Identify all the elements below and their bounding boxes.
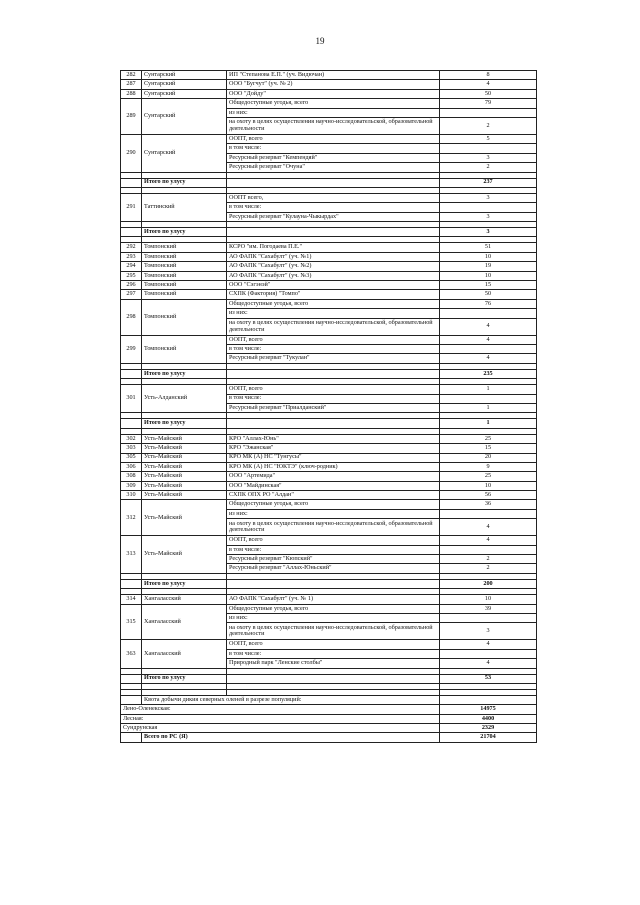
empty-cell — [121, 733, 142, 742]
ulus-name: Хангаласский — [142, 604, 227, 640]
row-number: 308 — [121, 472, 142, 481]
ulus-name: Сунтарский — [142, 80, 227, 89]
user-name: в том числе: — [227, 344, 440, 353]
user-name: Общедоступные угодья, всего — [227, 299, 440, 308]
population-value: 2329 — [440, 724, 537, 733]
quota-value: 36 — [440, 500, 537, 509]
ulus-name: Усть-Алданский — [142, 385, 227, 413]
quota-value: 9 — [440, 462, 537, 471]
ulus-name: Сунтарский — [142, 89, 227, 98]
quota-heading-row — [121, 695, 537, 704]
user-name: из них: — [227, 309, 440, 318]
ulus-total-label: Итого по улусу — [142, 419, 227, 428]
quota-value — [440, 344, 537, 353]
table-row — [121, 595, 537, 604]
ulus-total-row — [121, 579, 537, 588]
row-number: 309 — [121, 481, 142, 490]
user-name: на охоту в целях осуществления научно-исследовательской, образовательной деятельности — [227, 519, 440, 536]
ulus-total-label: Итого по улусу — [142, 369, 227, 378]
ulus-total-label: Итого по улусу — [142, 228, 227, 237]
quota-value: 4 — [440, 354, 537, 363]
quota-value — [440, 394, 537, 403]
row-number: 298 — [121, 299, 142, 335]
ulus-name: Усть-Майский — [142, 491, 227, 500]
user-name: КСРО "им. Погодаева П.Е." — [227, 243, 440, 252]
table-row — [121, 385, 537, 394]
user-name: СХПК (Фактория) "Томпо" — [227, 290, 440, 299]
table-row — [121, 252, 537, 261]
empty-cell — [121, 695, 142, 704]
empty-cell — [121, 419, 142, 428]
quota-value — [440, 649, 537, 658]
user-name: в том числе: — [227, 144, 440, 153]
table-row — [121, 434, 537, 443]
user-name: Ресурсный резерват "Очуна" — [227, 163, 440, 172]
user-name: на охоту в целях осуществления научно-исследовательской, образовательной деятельности — [227, 623, 440, 640]
quota-heading: Квота добычи дикия северных оленей в разрезе популяций: — [142, 695, 440, 704]
user-name: ООО "Дойду" — [227, 89, 440, 98]
ulus-name: Томпонский — [142, 262, 227, 271]
quota-value — [440, 509, 537, 518]
user-name: в том числе: — [227, 203, 440, 212]
quota-value: 4 — [440, 335, 537, 344]
ulus-name: Сунтарский — [142, 134, 227, 172]
quota-value: 19 — [440, 262, 537, 271]
ulus-total-value: 53 — [440, 674, 537, 683]
table-row — [121, 335, 537, 344]
user-name: Ресурсный резерват "Тукулан" — [227, 354, 440, 363]
table-row — [121, 491, 537, 500]
user-name: КРО МК (А) НС "Тунгусы" — [227, 453, 440, 462]
quota-value: 3 — [440, 623, 537, 640]
quota-value: 56 — [440, 491, 537, 500]
user-name: ООО "Бугчут" (уч. № 2) — [227, 80, 440, 89]
empty-cell — [121, 369, 142, 378]
table-row — [121, 71, 537, 80]
empty-cell — [227, 369, 440, 378]
row-number: 313 — [121, 536, 142, 574]
row-number: 291 — [121, 193, 142, 221]
quota-value: 76 — [440, 299, 537, 308]
ulus-total-label: Итого по улусу — [142, 178, 227, 187]
empty-cell — [227, 419, 440, 428]
quota-value: 4 — [440, 659, 537, 668]
table-row — [121, 500, 537, 509]
ulus-total-value: 3 — [440, 228, 537, 237]
population-name: Лесная: — [121, 714, 440, 723]
ulus-name: Томпонский — [142, 243, 227, 252]
user-name: Ресурсный резерват "Кемпендяй" — [227, 153, 440, 162]
ulus-total-row — [121, 419, 537, 428]
ulus-total-value: 200 — [440, 579, 537, 588]
user-name: ООПТ всего, — [227, 193, 440, 202]
population-name: Лено-Оленекская: — [121, 705, 440, 714]
row-number: 305 — [121, 453, 142, 462]
ulus-name: Усть-Майский — [142, 444, 227, 453]
user-name: Общедоступные угодья, всего — [227, 99, 440, 108]
user-name: ООПТ, всего — [227, 385, 440, 394]
quota-value: 25 — [440, 472, 537, 481]
quota-value — [440, 203, 537, 212]
user-name: ООПТ, всего — [227, 640, 440, 649]
user-name: на охоту в целях осуществления научно-исследовательской, образовательной деятельности — [227, 117, 440, 134]
user-name: КРО "Эжанская" — [227, 444, 440, 453]
row-number: 297 — [121, 290, 142, 299]
quota-value: 2 — [440, 564, 537, 573]
user-name: Ресурсный резерват "Кюпский" — [227, 555, 440, 564]
ulus-name: Томпонский — [142, 335, 227, 363]
quota-value: 15 — [440, 281, 537, 290]
quota-value — [440, 309, 537, 318]
row-number: 292 — [121, 243, 142, 252]
quota-value: 5 — [440, 134, 537, 143]
empty-cell — [440, 695, 537, 704]
table-row — [121, 640, 537, 649]
table-row — [121, 281, 537, 290]
quota-value — [440, 613, 537, 622]
user-name: ООО "Артемида" — [227, 472, 440, 481]
ulus-name: Усть-Майский — [142, 481, 227, 490]
quota-value: 10 — [440, 595, 537, 604]
ulus-name: Томпонский — [142, 252, 227, 261]
table-row — [121, 453, 537, 462]
quota-value: 50 — [440, 89, 537, 98]
user-name: СХПК ОПХ РО "Алдан" — [227, 491, 440, 500]
row-number: 363 — [121, 640, 142, 668]
empty-cell — [227, 228, 440, 237]
ulus-name: Сунтарский — [142, 99, 227, 135]
table-row — [121, 262, 537, 271]
row-number: 296 — [121, 281, 142, 290]
user-name: в том числе: — [227, 649, 440, 658]
user-name: ООПТ, всего — [227, 536, 440, 545]
quota-value: 3 — [440, 193, 537, 202]
quota-value: 2 — [440, 117, 537, 134]
quota-value: 1 — [440, 403, 537, 412]
population-row — [121, 705, 537, 714]
user-name: АО ФАПК "Сахабулт" (уч. №3) — [227, 271, 440, 280]
quota-value: 10 — [440, 481, 537, 490]
empty-cell — [121, 178, 142, 187]
ulus-total-value: 235 — [440, 369, 537, 378]
table-row — [121, 299, 537, 308]
grand-total-row — [121, 733, 537, 742]
ulus-name: Усть-Майский — [142, 453, 227, 462]
ulus-name: Томпонский — [142, 299, 227, 335]
grand-total-label: Всего по РС (Я) — [142, 733, 440, 742]
table-row — [121, 536, 537, 545]
empty-cell — [227, 674, 440, 683]
table-row — [121, 243, 537, 252]
ulus-name: Таттинский — [142, 193, 227, 221]
table-row — [121, 290, 537, 299]
user-name: Ресурсный резерват "Приалданский" — [227, 403, 440, 412]
table-row — [121, 604, 537, 613]
population-value: 14975 — [440, 705, 537, 714]
quota-value: 4 — [440, 318, 537, 335]
population-value: 4400 — [440, 714, 537, 723]
table-row — [121, 271, 537, 280]
quota-value: 39 — [440, 604, 537, 613]
empty-cell — [121, 674, 142, 683]
table-row — [121, 99, 537, 108]
user-name: Общедоступные угодья, всего — [227, 604, 440, 613]
quota-value: 1 — [440, 385, 537, 394]
user-name: Природный парк "Ленские столбы" — [227, 659, 440, 668]
quota-value: 20 — [440, 453, 537, 462]
ulus-name: Усть-Майский — [142, 472, 227, 481]
quota-value: 8 — [440, 71, 537, 80]
quota-value: 4 — [440, 640, 537, 649]
quota-value: 2 — [440, 555, 537, 564]
user-name: из них: — [227, 509, 440, 518]
quota-value: 10 — [440, 271, 537, 280]
population-row — [121, 714, 537, 723]
row-number: 289 — [121, 99, 142, 135]
ulus-total-row — [121, 674, 537, 683]
ulus-name: Усть-Майский — [142, 500, 227, 536]
user-name: ООПТ, всего — [227, 335, 440, 344]
row-number: 314 — [121, 595, 142, 604]
row-number: 287 — [121, 80, 142, 89]
ulus-total-label: Итого по улусу — [142, 674, 227, 683]
user-name: в том числе: — [227, 545, 440, 554]
row-number: 288 — [121, 89, 142, 98]
row-number: 290 — [121, 134, 142, 172]
ulus-name: Томпонский — [142, 281, 227, 290]
row-number: 294 — [121, 262, 142, 271]
grand-total-value: 21704 — [440, 733, 537, 742]
ulus-total-label: Итого по улусу — [142, 579, 227, 588]
quota-value: 51 — [440, 243, 537, 252]
row-number: 282 — [121, 71, 142, 80]
quota-value: 79 — [440, 99, 537, 108]
ulus-total-row — [121, 178, 537, 187]
empty-cell — [227, 579, 440, 588]
user-name: на охоту в целях осуществления научно-исследовательской, образовательной деятельности — [227, 318, 440, 335]
ulus-name: Усть-Майский — [142, 536, 227, 574]
row-number: 303 — [121, 444, 142, 453]
empty-cell — [121, 579, 142, 588]
ulus-name: Хангаласский — [142, 640, 227, 668]
row-number: 295 — [121, 271, 142, 280]
empty-cell — [227, 178, 440, 187]
table-row — [121, 472, 537, 481]
ulus-total-row — [121, 369, 537, 378]
user-name: ООО "Майдинская" — [227, 481, 440, 490]
row-number: 315 — [121, 604, 142, 640]
population-row — [121, 724, 537, 733]
row-number: 312 — [121, 500, 142, 536]
page-number: 19 — [315, 36, 325, 46]
quota-value: 3 — [440, 212, 537, 221]
user-name: из них: — [227, 613, 440, 622]
row-number: 310 — [121, 491, 142, 500]
ulus-name: Усть-Майский — [142, 462, 227, 471]
user-name: Общедоступные угодья, всего — [227, 500, 440, 509]
row-number: 299 — [121, 335, 142, 363]
quota-value — [440, 144, 537, 153]
quota-value: 4 — [440, 536, 537, 545]
ulus-name: Усть-Майский — [142, 434, 227, 443]
user-name: АО ФАПК "Сахабулт" (уч. №2) — [227, 262, 440, 271]
quota-value: 50 — [440, 290, 537, 299]
user-name: Ресурсный резерват "Аллах-Юньский" — [227, 564, 440, 573]
table-row — [121, 462, 537, 471]
user-name: ИП "Степанова Е.П." (уч. Видючан) — [227, 71, 440, 80]
user-name: КРО МК (А) НС "ЮКТЭ" (ключ-родник) — [227, 462, 440, 471]
quota-value: 25 — [440, 434, 537, 443]
row-number: 302 — [121, 434, 142, 443]
ulus-name: Хангаласский — [142, 595, 227, 604]
ulus-total-value: 237 — [440, 178, 537, 187]
user-name: ООПТ, всего — [227, 134, 440, 143]
table-row — [121, 134, 537, 143]
ulus-name: Томпонский — [142, 290, 227, 299]
ulus-total-row — [121, 228, 537, 237]
table-row — [121, 193, 537, 202]
user-name: ООО "Сэгэнэй" — [227, 281, 440, 290]
table-row — [121, 444, 537, 453]
user-name: КРО "Аллах-Юнь" — [227, 434, 440, 443]
quota-table — [120, 70, 537, 743]
ulus-name: Томпонский — [142, 271, 227, 280]
table-row — [121, 481, 537, 490]
ulus-name: Сунтарский — [142, 71, 227, 80]
row-number: 306 — [121, 462, 142, 471]
quota-value — [440, 545, 537, 554]
user-name: АО ФАПК "Сахабулт" (уч. № 1) — [227, 595, 440, 604]
population-name: Сундрунская — [121, 724, 440, 733]
quota-value: 10 — [440, 252, 537, 261]
quota-value: 4 — [440, 519, 537, 536]
table-row — [121, 89, 537, 98]
quota-value: 2 — [440, 163, 537, 172]
user-name: в том числе: — [227, 394, 440, 403]
empty-cell — [121, 228, 142, 237]
row-number: 301 — [121, 385, 142, 413]
user-name: из них: — [227, 108, 440, 117]
quota-value — [440, 108, 537, 117]
ulus-total-value: 1 — [440, 419, 537, 428]
user-name: Ресурсный резерват "Кулауна-Чыкырдах" — [227, 212, 440, 221]
row-number: 293 — [121, 252, 142, 261]
quota-value: 3 — [440, 153, 537, 162]
user-name: АО ФАПК "Сахабулт" (уч. №1) — [227, 252, 440, 261]
table-row — [121, 80, 537, 89]
quota-value: 15 — [440, 444, 537, 453]
quota-value: 4 — [440, 80, 537, 89]
